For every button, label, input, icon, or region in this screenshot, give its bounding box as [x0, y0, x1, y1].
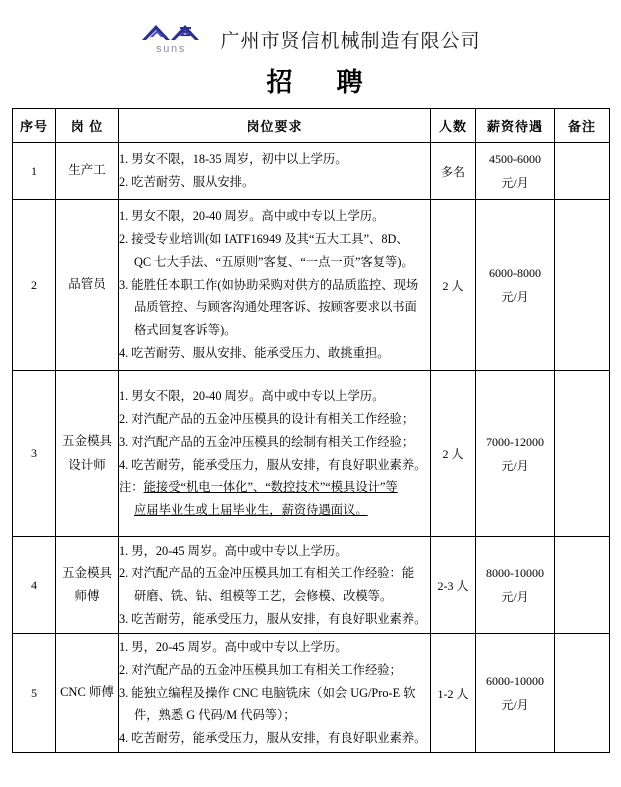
cell-count: 1-2 人 — [431, 634, 476, 753]
jobs-table-body — [13, 143, 610, 753]
requirement-line: 品质管控、与顾客沟通处理客诉、按顾客要求以书面 — [134, 300, 417, 315]
requirement-line: QC 七大手法、“五原则”客复、“一点一页”客复等)。 — [134, 254, 414, 269]
requirement-line: 2. 吃苦耐劳、服从安排。 — [119, 175, 255, 189]
cell-requirements — [119, 200, 431, 371]
suns-logo-icon — [140, 22, 202, 56]
post-line: 设计师 — [68, 457, 106, 472]
col-header-req: 岗位要求 — [119, 109, 431, 143]
cell-no: 1 — [13, 143, 56, 200]
post-line: CNC 师傅 — [60, 685, 114, 700]
page-title — [0, 62, 621, 99]
cell-no: 2 — [13, 200, 56, 371]
requirement-line: 件，熟悉 G 代码/M 代码等）； — [134, 708, 296, 723]
requirement-line: 2. 接受专业培训(如 IATF16949 及其“五大工具”、8D、 — [119, 232, 409, 247]
cell-pay — [476, 143, 555, 200]
requirement-line: 研磨、铣、钻、组模等工艺，会修模、改模等。 — [134, 589, 393, 603]
pay-unit: 元/月 — [501, 290, 529, 304]
requirement-line: 1. 男，20-45 周岁。高中或中专以上学历。 — [119, 640, 348, 655]
requirement-line: 3. 能独立编程及操作 CNC 电脑铣床（如会 UG/Pro-E 软 — [119, 685, 416, 700]
cell-note — [555, 537, 610, 634]
pay-unit: 元/月 — [501, 458, 529, 473]
cell-note — [555, 143, 610, 200]
requirement-line: 2. 对汽配产品的五金冲压模具加工有相关工作经验； — [119, 662, 402, 677]
post-line: 师傅 — [74, 589, 100, 603]
requirement-line: 2. 对汽配产品的五金冲压模具加工有相关工作经验：能 — [119, 566, 415, 581]
post-line: 生产工 — [68, 163, 106, 178]
table-row — [13, 200, 610, 371]
cell-pay — [476, 371, 555, 537]
jobs-table-wrapper — [0, 108, 621, 753]
post-line: 五金模具 — [61, 434, 112, 449]
requirement-line: 1. 男女不限，20-40 周岁。高中或中专以上学历。 — [119, 389, 385, 404]
col-header-no: 序号 — [13, 109, 56, 143]
cell-requirements — [119, 371, 431, 537]
requirement-line: 3. 吃苦耐劳，能承受压力，服从安排，有良好职业素养。 — [119, 611, 427, 626]
requirement-line: 3. 能胜任本职工作(如协助采购对供方的品质监控、现场 — [119, 277, 419, 292]
post-line: 五金模具 — [61, 565, 112, 580]
pay-range: 6000-10000 — [486, 674, 544, 688]
pay-range: 4500-6000 — [489, 152, 541, 166]
cell-no: 3 — [13, 371, 56, 537]
cell-count: 多名 — [431, 143, 476, 200]
pay-unit: 元/月 — [501, 698, 529, 712]
company-name: 广州市贤信机械制造有限公司 — [220, 30, 481, 52]
cell-count: 2 人 — [431, 200, 476, 371]
requirement-line — [119, 476, 430, 499]
requirement-line: 3. 对汽配产品的五金冲压模具的绘制有相关工作经验； — [119, 434, 415, 449]
requirement-line: 1. 男，20-45 周岁。高中或中专以上学历。 — [119, 543, 348, 558]
table-row — [13, 143, 610, 200]
cell-count: 2-3 人 — [431, 537, 476, 634]
cell-post — [56, 371, 119, 537]
pay-unit: 元/月 — [501, 590, 529, 604]
cell-requirements — [119, 143, 431, 200]
requirement-line: 格式回复客诉等)。 — [134, 323, 237, 338]
page-title-char-1: 招 — [266, 67, 295, 97]
table-row — [13, 371, 610, 537]
cell-requirements — [119, 537, 431, 634]
requirement-line: 4. 吃苦耐劳、服从安排、能承受压力、敢挑重担。 — [119, 345, 390, 360]
cell-pay — [476, 634, 555, 753]
pay-unit: 元/月 — [501, 176, 529, 190]
requirement-line: 4. 吃苦耐劳，能承受压力，服从安排，有良好职业素养。 — [119, 731, 427, 746]
cell-note — [555, 371, 610, 537]
requirement-line: 1. 男女不限，20-40 周岁。高中或中专以上学历。 — [119, 209, 385, 224]
cell-requirements — [119, 634, 431, 753]
table-row — [13, 537, 610, 634]
table-row — [13, 634, 610, 753]
pay-range: 6000-8000 — [489, 266, 541, 280]
jobs-table-head — [13, 109, 610, 143]
col-header-pay: 薪资待遇 — [476, 109, 555, 143]
requirement-line: 2. 对汽配产品的五金冲压模具的设计有相关工作经验； — [119, 412, 415, 427]
requirement-line: 应届毕业生或上届毕业生，薪资待遇面议。 — [134, 502, 368, 517]
page-title-char-2: 聘 — [336, 67, 365, 97]
svg-text:suns: suns — [156, 43, 187, 55]
requirement-line: 1. 男女不限，18-35 周岁，初中以上学历。 — [119, 152, 348, 167]
cell-post — [56, 143, 119, 200]
cell-pay — [476, 537, 555, 634]
cell-count: 2 人 — [431, 371, 476, 537]
cell-post — [56, 537, 119, 634]
pay-range: 8000-10000 — [486, 566, 544, 580]
cell-no: 4 — [13, 537, 56, 634]
cell-note — [555, 634, 610, 753]
document-header — [0, 0, 621, 56]
col-header-note: 备注 — [555, 109, 610, 143]
cell-pay — [476, 200, 555, 371]
requirement-line: 4. 吃苦耐劳，能承受压力，服从安排，有良好职业素养。 — [119, 457, 427, 472]
cell-post — [56, 634, 119, 753]
col-header-post: 岗 位 — [56, 109, 119, 143]
table-header-row — [13, 109, 610, 143]
post-line: 品管员 — [68, 277, 106, 292]
pay-range: 7000-12000 — [486, 434, 544, 449]
col-header-count: 人数 — [431, 109, 476, 143]
note-prefix: 注： — [119, 480, 144, 495]
cell-no: 5 — [13, 634, 56, 753]
jobs-table — [12, 108, 610, 753]
cell-post — [56, 200, 119, 371]
cell-note — [555, 200, 610, 371]
note-underlined-text: 能接受“机电一体化”、“数控技术”“模具设计”等 — [143, 480, 398, 495]
